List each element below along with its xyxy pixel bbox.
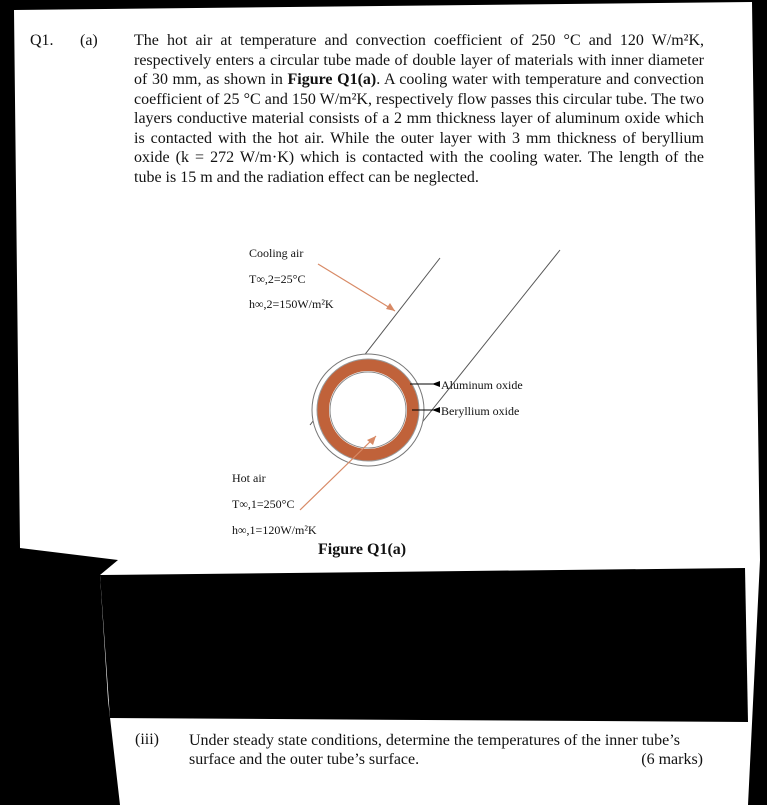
beryllium-oxide-label: Beryllium oxide [441, 404, 520, 418]
para-text-2: . A cooling water with temperature and convection coefficient of 25 °C and 150 W/m²K, respectively flow passes this circular tube. The two layers conductive material consists of a 2 mm thickness layer of aluminum oxide which is contacted with the hot air. While the outer layer with 3 mm thickness of beryllium oxide (k = 272 W/m·K) which is contacted with the cooling water. The length of the tube is 15 m and the radiation effect can be neglected. [134, 71, 705, 186]
figure-caption: Figure Q1(a) [318, 541, 407, 558]
cooling-air-label: Cooling air [249, 246, 304, 260]
tube-line-lower [420, 250, 560, 425]
question-number: Q1. [30, 32, 54, 49]
hot-coefficient-label: h∞,1=120W/m²K [232, 523, 317, 537]
subpart-text [189, 731, 703, 769]
inner-bore [330, 372, 406, 448]
cooling-temperature-label: T∞,2=25°C [249, 272, 306, 286]
subpart-question: Under steady state conditions, determine the temperatures of the inner tube’s surface and the outer tube’s surface. [189, 732, 680, 768]
cooling-coefficient-label: h∞,2=150W/m²K [249, 297, 334, 311]
marks-label: (6 marks) [641, 751, 703, 768]
hot-air-label: Hot air [232, 471, 266, 485]
aluminum-oxide-label: Aluminum oxide [441, 378, 523, 392]
alum-pointer-head [432, 381, 440, 387]
cooling-arrowhead [386, 303, 395, 311]
question-part: (a) [80, 32, 98, 49]
figure-reference: Figure Q1(a) [287, 71, 377, 88]
subpart-number: (iii) [135, 731, 159, 748]
hot-temperature-label: T∞,1=250°C [232, 497, 295, 511]
para-text-1: The hot air at temperature and convection coefficient of 250 °C and 120 W/m²K, respectively enters a circular tube made of double layer of materials with inner diameter of 30 mm, as shown in [134, 32, 704, 88]
